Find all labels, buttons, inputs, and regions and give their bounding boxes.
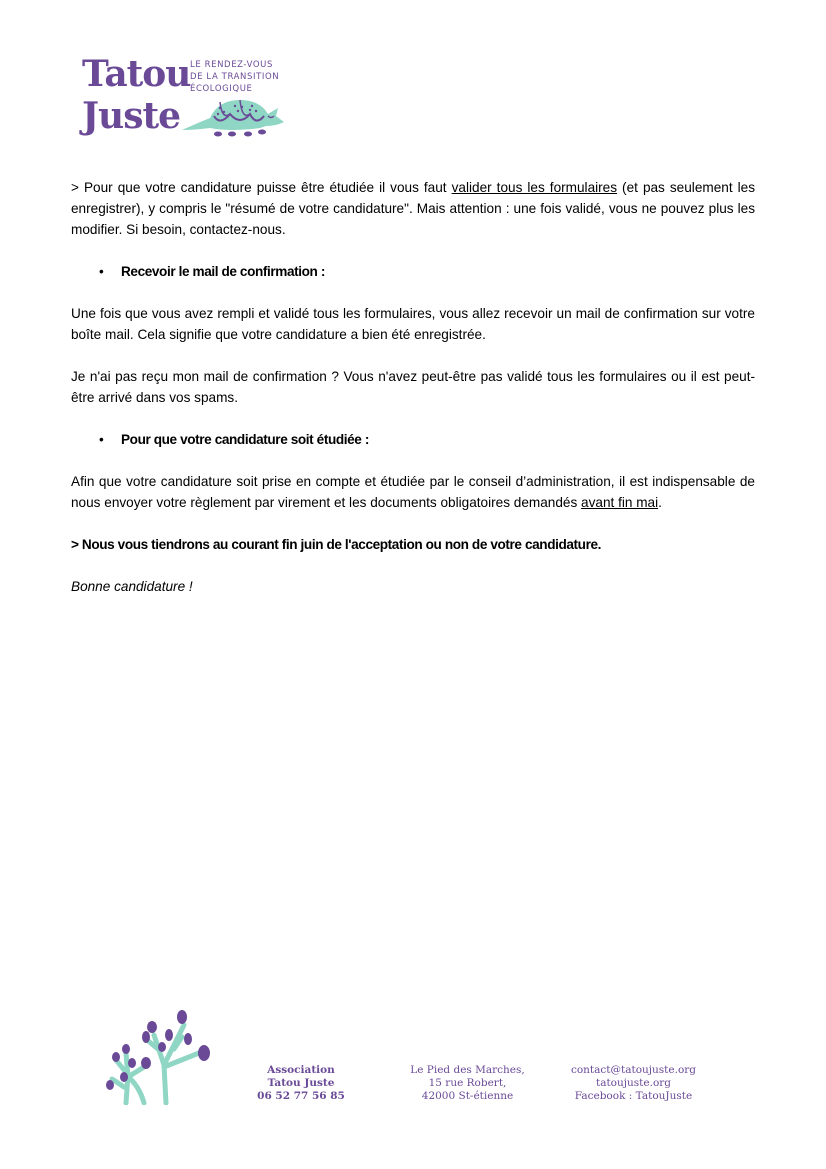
- review-text-end: .: [658, 495, 662, 510]
- deadline-emphasis: avant fin mai: [581, 495, 659, 510]
- section-heading-confirmation: [71, 261, 755, 282]
- footer-association: [256, 1064, 346, 1103]
- phone-number: 06 52 77 56 85: [257, 1090, 345, 1102]
- bullet-icon: •: [99, 264, 104, 279]
- document-body: [71, 177, 755, 597]
- review-paragraph: [71, 471, 755, 513]
- tagline-line: DE LA TRANSITION: [190, 72, 280, 82]
- intro-text-rest: (et pas seulement les enregistrer), y compris le "résumé de votre candidature". Mais attention : une fois validé, vous ne pouvez plus les modifier. Si besoin, contactez-nous.: [71, 180, 756, 237]
- tagline-line: ÉCOLOGIQUE: [190, 84, 253, 94]
- contact-email[interactable]: contact@tatoujuste.org: [570, 1064, 697, 1076]
- intro-paragraph: [71, 177, 755, 240]
- facebook-link[interactable]: Facebook : TatouJuste: [574, 1090, 693, 1102]
- armadillo-icon: [180, 92, 285, 140]
- logo-tagline: [190, 59, 279, 95]
- bullet-icon: •: [99, 432, 104, 447]
- address-line: 42000 St-étienne: [421, 1090, 514, 1102]
- section-heading-review: [71, 429, 755, 450]
- tagline-line: LE RENDEZ-VOUS: [190, 60, 273, 70]
- association-title: Tatou Juste: [267, 1077, 335, 1089]
- association-name: Association: [267, 1064, 335, 1076]
- intro-text: > Pour que votre candidature puisse être étudiée il vous faut: [71, 180, 452, 195]
- section-heading-text: Recevoir le mail de confirmation :: [121, 264, 325, 279]
- logo-word-tatou: Tatou: [82, 53, 191, 95]
- address-line: Le Pied des Marches,: [410, 1064, 525, 1076]
- validate-forms-emphasis: valider tous les formulaires: [451, 180, 618, 195]
- website-link[interactable]: tatoujuste.org: [595, 1077, 672, 1089]
- review-text: Afin que votre candidature soit prise en compte et étudiée par le conseil d’administration, il est indispensable de nous envoyer votre règlement par virement et les documents obligatoires demandés: [71, 474, 755, 510]
- footer-address: [405, 1064, 530, 1103]
- tatou-juste-logo: [80, 53, 290, 146]
- tree-icon: [104, 1005, 214, 1105]
- confirmation-paragraph: Une fois que vous avez rempli et validé tous les formulaires, vous allez recevoir un mail de confirmation sur votre boîte mail. Cela signifie que votre candidature a bien été enregistrée.: [71, 306, 755, 342]
- footer-contact: [566, 1064, 701, 1103]
- closing-line: Bonne candidature !: [71, 579, 193, 594]
- no-confirmation-paragraph: Je n'ai pas reçu mon mail de confirmation ? Vous n'avez peut-être pas validé tous les formulaires ou il est peut-être arrivé dans vos spams.: [71, 369, 755, 405]
- section-heading-text: Pour que votre candidature soit étudiée :: [121, 432, 369, 447]
- logo-word-juste: Juste: [82, 95, 181, 137]
- address-line: 15 rue Robert,: [428, 1077, 507, 1089]
- notice-line: > Nous vous tiendrons au courant fin juin de l'acceptation ou non de votre candidature.: [71, 537, 601, 552]
